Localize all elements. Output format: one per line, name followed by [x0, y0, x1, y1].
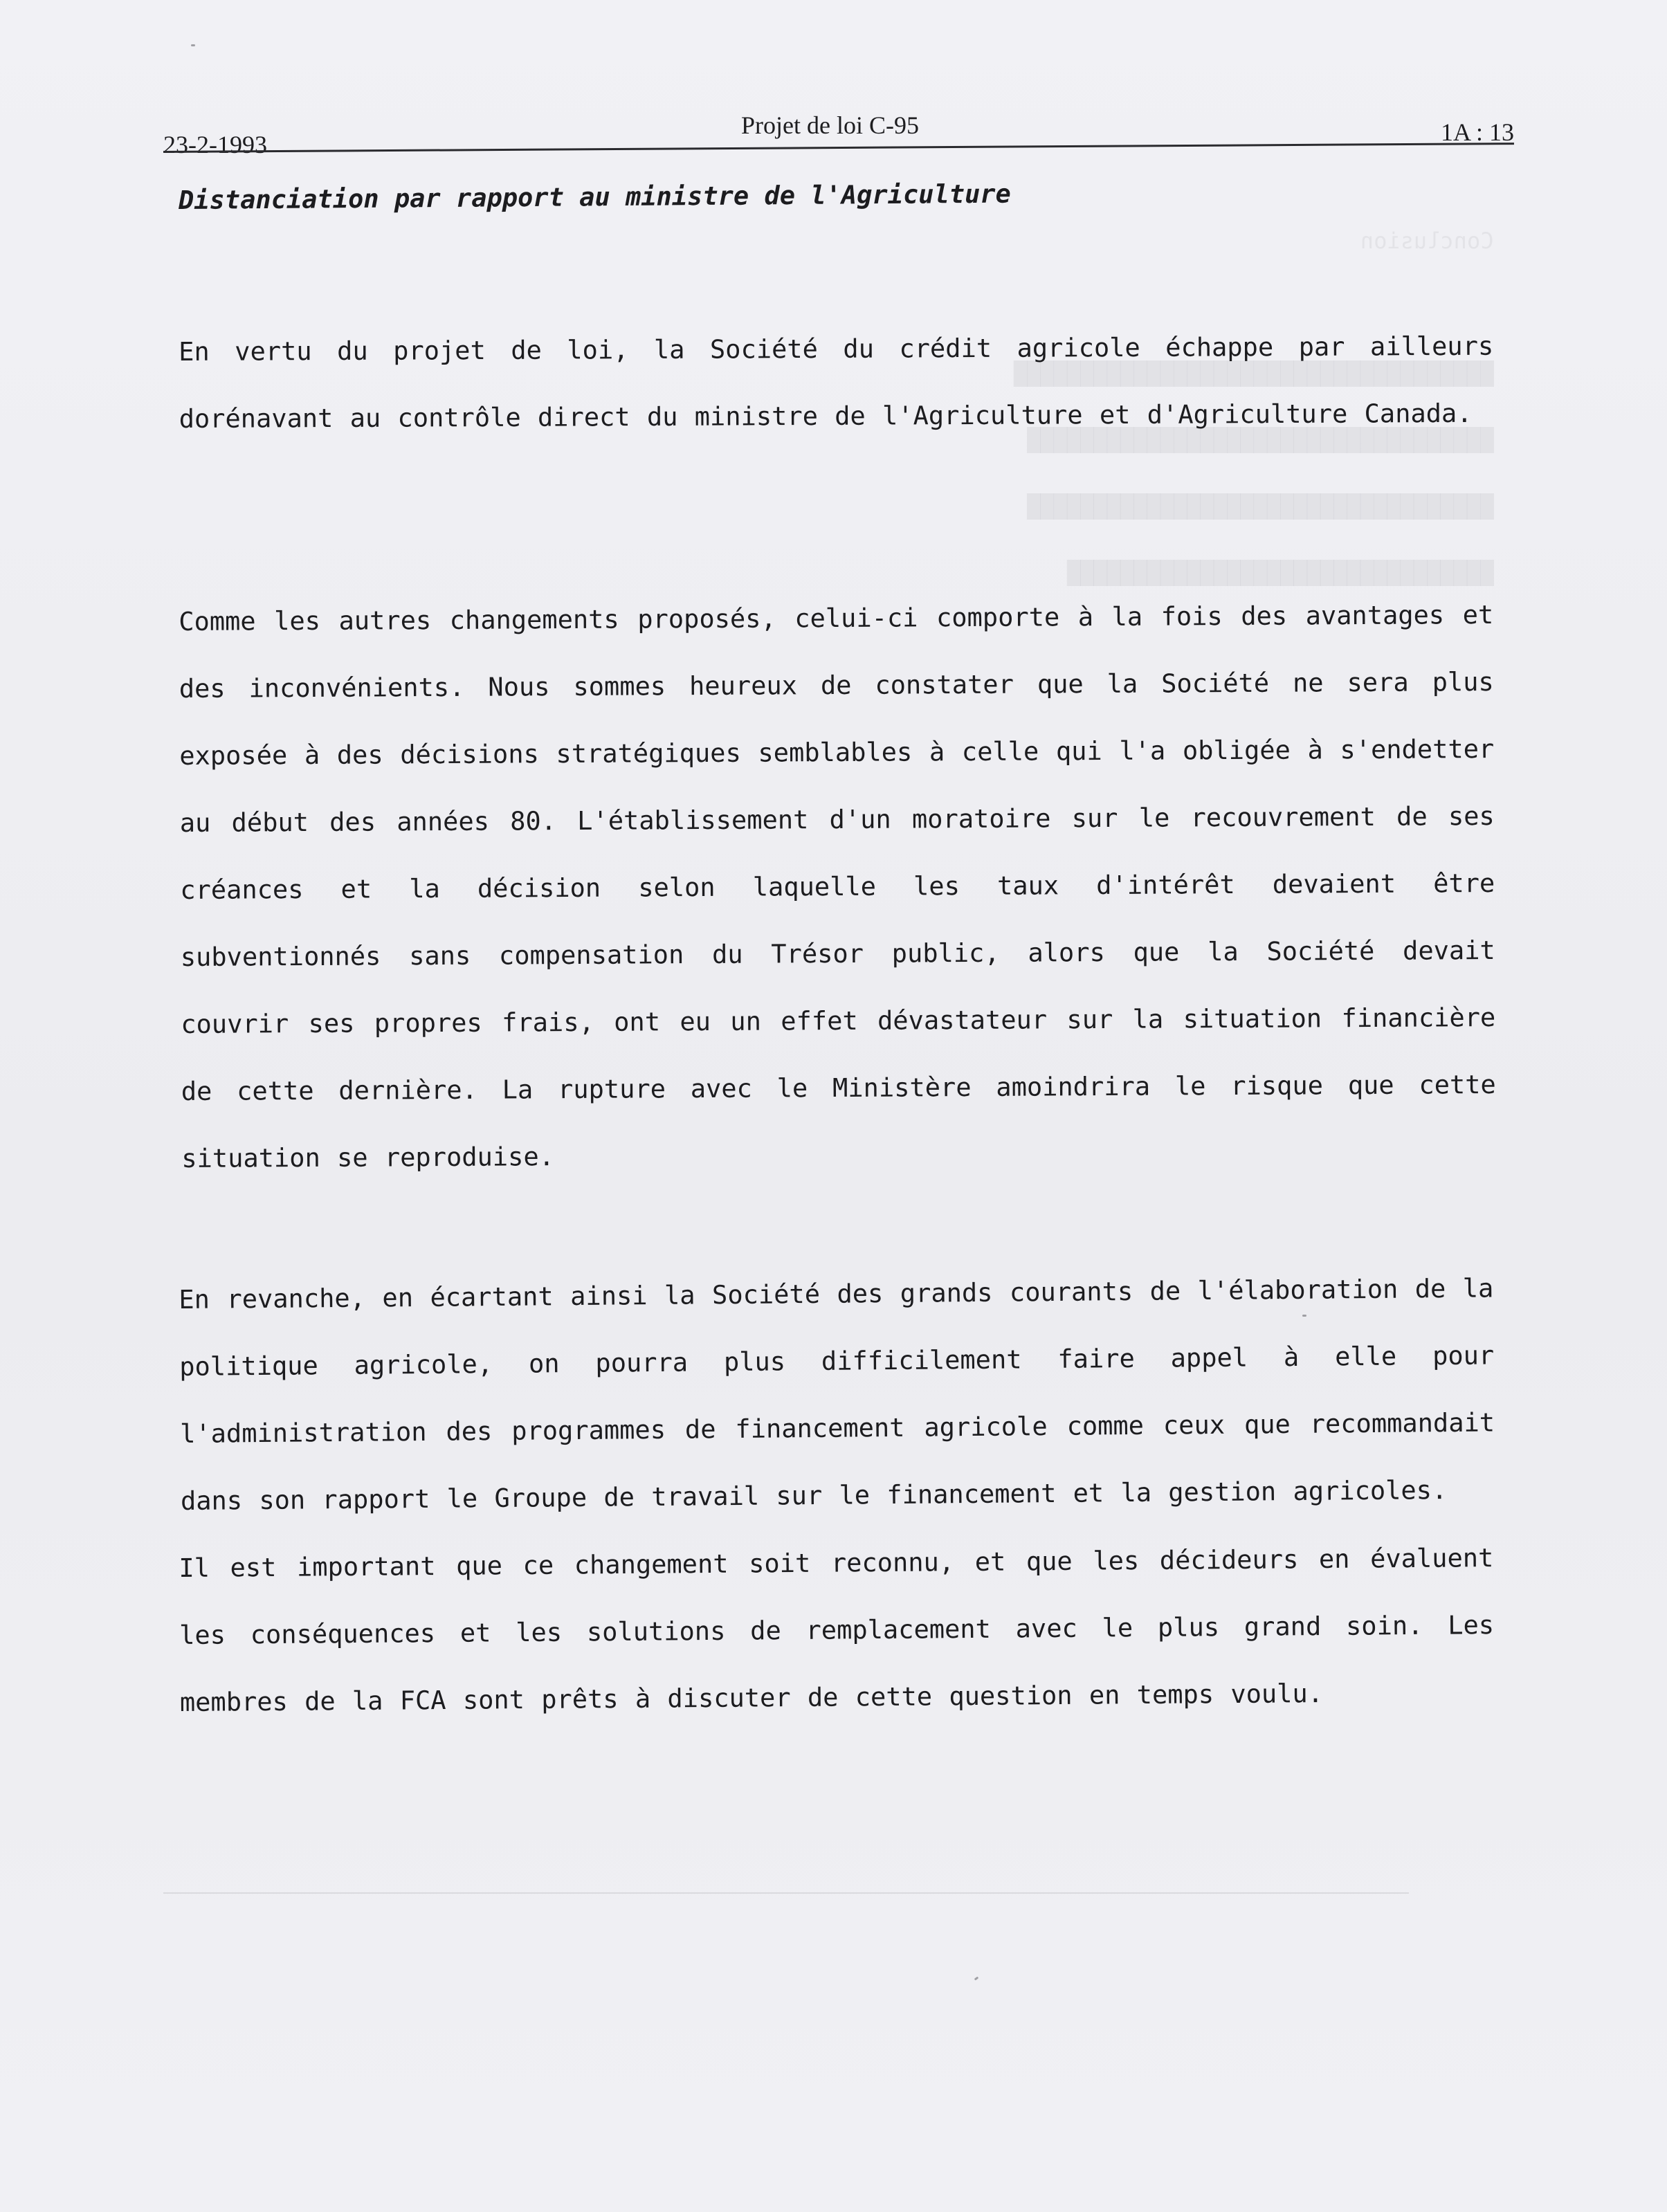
faint-divider [163, 1892, 1409, 1894]
paragraph-2: Comme les autres changements proposés, celui-ci comporte à la fois des avantages et des inconvénients. Nous sommes heureux de constater que la Société ne sera plus exposée à des décisions stratégiques semblables à celle qui l'a obligée à s'endetter au début des années 80. L'établissement d'un moratoire sur le recouvrement de ses créances et la décision selon laquelle les taux d'intérêt devaient être subventionnés sans compensation du Trésor public, alors que la Société devait couvrir ses propres frais, ont eu un effet dévastateur sur la situation financière de cette dernière. La rupture avec le Ministère amoindrira le risque que cette situation se reproduise. [179, 600, 1496, 1173]
header-date: 23-2-1993 [163, 131, 267, 158]
paper-speck [1302, 1315, 1306, 1317]
header-title: Projet de loi C-95 [741, 111, 919, 139]
reverse-side-bleed: Conclusion ████████████████████████████████████ ███████████████████████████████████ ███████████████████████████████████ ████████████████████████████████ [1014, 228, 1494, 586]
header-page-number: 1A : 13 [1440, 118, 1514, 146]
paragraph-1: En vertu du projet de loi, la Société du crédit agricole échappe par ailleurs dorénavant au contrôle direct du ministre de l'Agriculture et d'Agriculture Canada. [179, 331, 1494, 434]
running-header [163, 111, 1514, 166]
paper-speck [191, 44, 195, 46]
paper-speck [974, 1977, 979, 1981]
paragraph-3: En revanche, en écartant ainsi la Société des grands courants de l'élaboration de la politique agricole, on pourra plus difficilement faire appel à elle pour l'administration des programmes de financement agricole comme ceux que recommandait dans son rapport le Groupe de travail sur le financement et la gestion agricoles. [179, 1273, 1495, 1516]
paragraph-4: Il est important que ce changement soit reconnu, et que les décideurs en évaluent les conséquences et les solutions de remplacement avec le plus grand soin. Les membres de la FCA sont prêts à discuter de cette question en temps voulu. [179, 1543, 1495, 1717]
section-heading: Distanciation par rapport au ministre de l'Agriculture [178, 179, 1012, 215]
